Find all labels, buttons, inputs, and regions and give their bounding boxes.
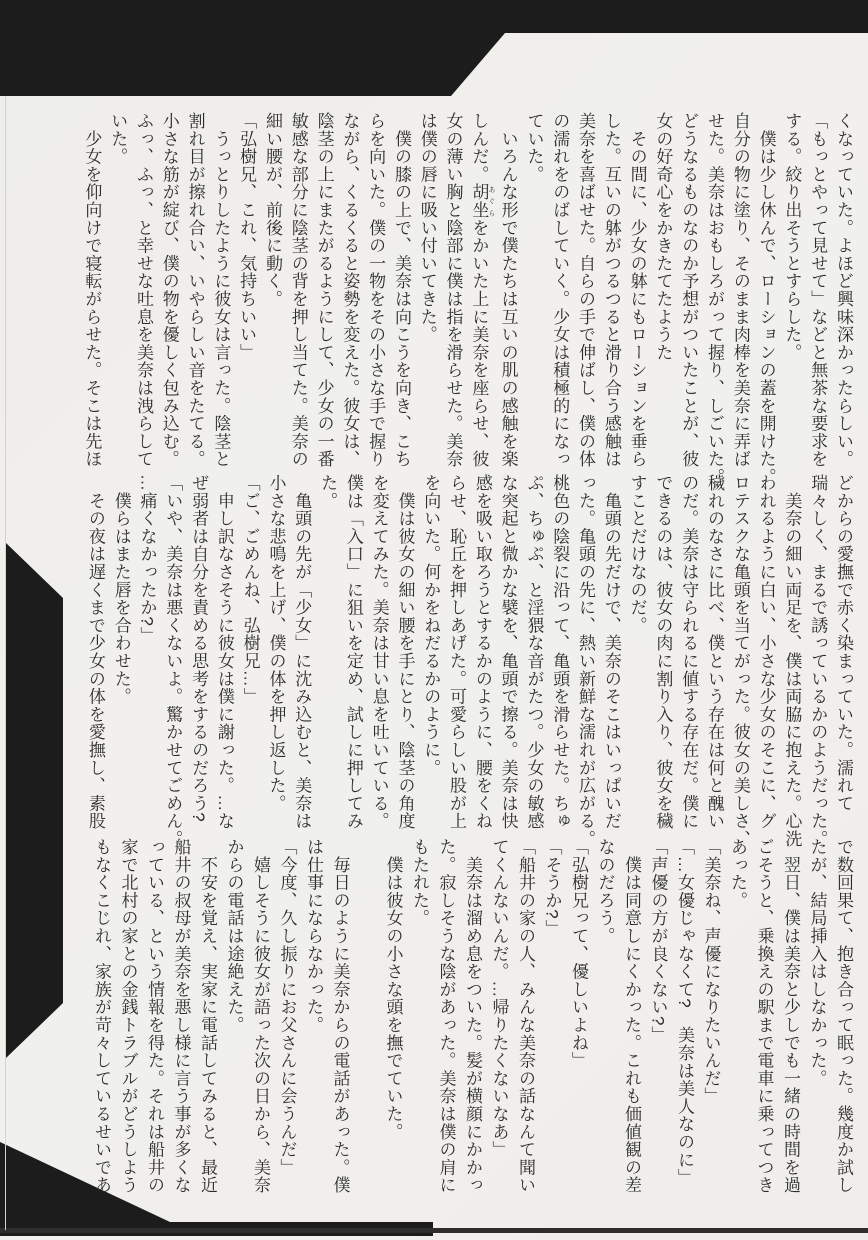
text-column: っている、という情報を得た。それは船井の — [145, 838, 164, 1194]
text-column: 「そうか?」 — [542, 838, 562, 938]
text-band-top — [79, 112, 856, 486]
text-column: を向いた。何かをねだるかのように。 — [421, 474, 441, 777]
text-column: 僕らはまた唇を合わせた。 — [111, 474, 131, 706]
text-column: 僕は「入口」に狙いを定め、試しに押してみ — [343, 474, 363, 830]
text-column: からの電話は途絶えた。 — [224, 838, 244, 1034]
text-column: どうなるものなのか予想がついたことが、彼 — [679, 112, 699, 468]
text-column: たが、結局挿入はしなかった。 — [807, 838, 827, 1088]
text-column: 陰茎の上にまたがるようにして、少女の一番 — [314, 112, 334, 468]
text-column: 桃色の陰裂に沿って、亀頭を滑らせた。ちゅ — [550, 474, 570, 830]
text-column: らを向いた。僕の一物をその小さな手で握り — [366, 112, 386, 468]
text-column: 僕は彼女の細い腰を手にとり、陰茎の角度 — [395, 474, 415, 830]
text-column: 僕は同意しにくかった。これも価値観の差 — [622, 838, 641, 1194]
text-column: 家で北村の家との金銭トラブルがどうしよう — [118, 838, 138, 1194]
text-column: 「もっとやって見せて」などと無茶な要求を — [808, 112, 828, 468]
text-column: 穢れのなさに比べ、僕という存在は何と醜い — [705, 474, 725, 830]
text-column: 美奈は溜め息をついた。髪が横顔にかかっ — [463, 838, 482, 1194]
text-column: いろんな形で僕たちは互いの肌の感触を楽 — [498, 112, 518, 468]
text-column: もなくこじれ、家族が苛々しているせいであ — [92, 838, 111, 1194]
text-column: 「…女優じゃなくて? 美奈は美人なのに」 — [675, 838, 694, 1187]
text-column: ながら、くるくると姿勢を変えた。彼女は、 — [340, 112, 360, 468]
text-column: あった。 — [728, 838, 747, 910]
text-column: 僕は彼女の小さな頭を撫でていた。 — [383, 838, 403, 1141]
text-column: 翌日、僕は美奈と少しでも一緒の時間を過 — [781, 838, 800, 1194]
text-column: の濡れをのばしていく。少女は積極的になっ — [550, 112, 570, 468]
text-column: ごそうと、乗換えの駅まで電車に乗ってつき — [754, 838, 774, 1194]
text-column: もたれた。 — [410, 838, 429, 927]
text-column: 申し訳なさそうに彼女は僕に謝った。…な — [214, 474, 234, 830]
text-column: 細い腰が、前後に動く。 — [262, 112, 282, 308]
text-column: 少女を仰向けで寝転がらせた。そこは先ほ — [82, 112, 102, 468]
text-column: 「美奈ね、声優になりたいんだ」 — [701, 838, 721, 1105]
text-column: しんだ。胡坐 あぐらをかいた上に美奈を座らせ、彼 — [469, 112, 495, 469]
text-column: 亀頭の先が「少女」に沈み込むと、美奈は — [292, 474, 312, 830]
text-column: する。絞り出そうとすらした。 — [782, 112, 802, 362]
text-column: なのだろう。 — [595, 838, 615, 945]
text-column: を変えてみた。美奈は甘い息を吐いている。 — [369, 474, 389, 830]
text-column: 船井の叔母が美奈を悪し様に言う事が多くな — [171, 838, 191, 1194]
text-band-bottom — [88, 838, 857, 1200]
top-border-bar — [0, 0, 868, 96]
text-column: 「ご、ごめんね、弘樹兄…」 — [240, 474, 260, 706]
text-column: どからの愛撫で赤く染まっていた。濡れて — [834, 474, 853, 813]
text-column: うっとりしたように彼女は言った。陰茎と — [211, 112, 231, 468]
text-column: すことだけなのだ。 — [627, 474, 647, 635]
text-column: 僕の膝の上で、美奈は向こうを向き、こち — [391, 112, 411, 468]
text-column: った。亀頭の先に、熱い新鮮な濡れが広がる。 — [576, 474, 596, 848]
text-column: ふっ、ふっ、と幸せな吐息を美奈は洩らして — [133, 112, 153, 468]
text-column: 僕は少し休んで、ローションの蓋を開けた。 — [756, 112, 776, 486]
text-column: らせ、恥丘を押しあげた。可愛らしい股が上 — [447, 474, 467, 830]
text-column: 美奈の細い両足を、僕は両脇に抱えた。心洗 — [782, 474, 802, 848]
text-column: 美奈を喜ばせた。自らの手で伸ばし、僕の体 — [576, 112, 596, 468]
text-column: 「声優の方が良くない?」 — [648, 838, 668, 1045]
text-column: せた。美奈はおもしろがって握り、しごいた。 — [705, 112, 725, 486]
text-column: できるのは、彼女の肉に割り入り、彼女を穢 — [653, 474, 673, 830]
text-column: ぜ弱者は自分を責める思考をするのだろう? — [189, 474, 209, 823]
text-column — [353, 838, 380, 1200]
text-column: で数回果て、抱き合って眠った。幾度か試し — [834, 838, 853, 1194]
text-column: した。互いの躰がつるつると滑り合う感触は — [601, 112, 621, 468]
text-column: いた。 — [108, 112, 128, 166]
text-column: 不安を覚え、実家に電話してみると、最近 — [198, 838, 217, 1194]
text-column: は僕の唇に吸い付いてきた。 — [417, 112, 437, 344]
text-column: 「今度、久し振りにお父さんに会うんだ」 — [277, 838, 297, 1177]
text-column: 小さな悲鳴を上げ、僕の体を押し返した。 — [266, 474, 286, 813]
text-column: た。 — [318, 474, 338, 510]
bottom-edge-line — [0, 1228, 868, 1233]
text-column: 小さな筋が綻び、僕の物を優しく包み込む。 — [159, 112, 179, 468]
text-band-middle — [82, 474, 856, 848]
text-column: 亀頭の先だけで、美奈のそこはいっぱいだ — [601, 474, 621, 830]
text-column: 「弘樹兄、これ、気持ちいい」 — [237, 112, 257, 362]
text-column: われるように白い、小さな少女のそこに、グ — [756, 474, 776, 830]
left-page-edge-line — [5, 96, 6, 1230]
text-column: 「船井の家の人、みんな美奈の話なんて聞い — [516, 838, 535, 1194]
text-column: 感を吸い取ろうとするかのように、腰をくね — [472, 474, 492, 830]
text-column: 毎日のように美奈からの電話があった。僕 — [330, 838, 350, 1194]
text-column: 「いや、美奈は悪くないよ。驚かせてごめん。 — [163, 474, 183, 848]
text-column: 瑞々しく、まるで誘っているかのようだった。 — [808, 474, 828, 848]
text-column: くなっていた。よほど興味深かったらしい。 — [834, 112, 853, 468]
text-column: ロテスクな亀頭を当てがった。彼女の美しさ、 — [730, 474, 750, 848]
text-column: た。寂しそうな陰があった。美奈は僕の肩に — [436, 838, 456, 1194]
text-column: その間に、少女の躰にもローションを垂ら — [627, 112, 647, 468]
text-column: 嬉しそうに彼女が語った次の日から、美奈 — [251, 838, 270, 1194]
text-column: 敏感な部分に陰茎の背を押し当てた。美奈の — [288, 112, 308, 468]
text-column: な突起と微かな襞を、亀頭で擦る。美奈は快 — [498, 474, 518, 830]
left-border-bar — [0, 0, 70, 1240]
text-column: は仕事にならなかった。 — [304, 838, 323, 1034]
text-column: 女の薄い胸と陰部に僕は指を滑らせた。美奈 — [443, 112, 463, 468]
text-column: その夜は遅くまで少女の体を愛撫し、素股 — [85, 474, 105, 830]
text-column: ていた。 — [524, 112, 544, 184]
text-column: 女の好奇心をかきたてたようた — [653, 112, 673, 362]
text-column: てくんないんだ。…帰りたくないなあ」 — [489, 838, 509, 1159]
text-column: 割れ目が擦れ合い、いやらしい音をたてる。 — [185, 112, 205, 468]
text-column: …痛くなかったか?」 — [137, 474, 157, 645]
text-column: 「弘樹兄って、優しいよね」 — [569, 838, 588, 1070]
text-column: のだ。美奈は守られるに値する存在だ。僕に — [679, 474, 699, 830]
text-column: ぷ、ちゅぷ、と淫猥な音がたつ。少女の敏感 — [524, 474, 544, 830]
text-column: 自分の物に塗り、そのまま肉棒を美奈に弄ば — [730, 112, 750, 468]
